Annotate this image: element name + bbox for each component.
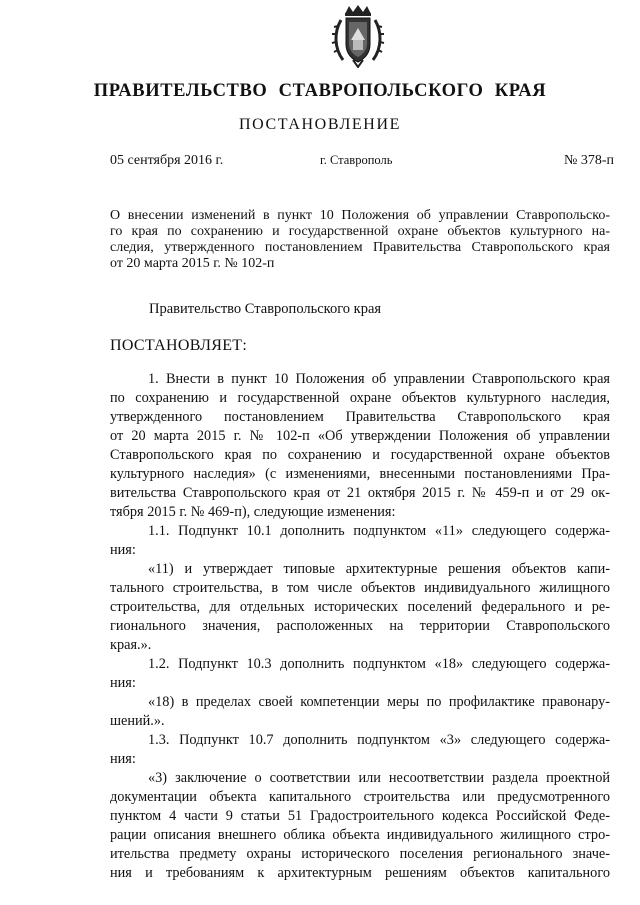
body-line: ния: xyxy=(110,675,136,691)
body-line: гионального значения, расположенных на территории Ставропольского xyxy=(110,618,610,634)
body-line: тября 2015 г. № 469-п), следующие изменения: xyxy=(110,504,396,520)
body-line: ния и требованиям к архитектурным решениям объектов капитального xyxy=(110,865,610,881)
body-line: вительства Ставропольского края от 21 октября 2015 г. № 459-п и от 29 ок- xyxy=(110,485,610,501)
body-line: 1.2. Подпункт 10.3 дополнить подпунктом «18» следующего содержа- xyxy=(148,656,610,672)
body-line: 1.3. Подпункт 10.7 дополнить подпунктом «3» следующего содержа- xyxy=(148,732,610,748)
body-line: строительства, для отдельных исторических поселений федерального и ре- xyxy=(110,599,610,615)
subject-line: следия, утвержденного постановлением Правительства Ставропольского края xyxy=(110,240,610,255)
body-line: «3) заключение о соответствии или несоответствии раздела проектной xyxy=(148,770,610,786)
decree-date: 05 сентября 2016 г. xyxy=(110,153,224,168)
body-line: Ставропольского края по сохранению и государственной охране объектов xyxy=(110,447,610,463)
decree-number: № 378-п xyxy=(563,153,614,168)
decree-city: г. Ставрополь xyxy=(320,153,393,167)
body-line: ния: xyxy=(110,542,136,558)
body-line: тального строительства, в том числе объектов индивидуального жилищного xyxy=(110,580,610,596)
body-line: края.». xyxy=(110,637,152,653)
body-line: шений.». xyxy=(110,713,165,729)
body-line: «11) и утверждает типовые архитектурные решения объектов капи- xyxy=(148,561,610,577)
body-line: пунктом 4 части 9 статьи 51 Градостроительного кодекса Российской Феде- xyxy=(110,808,610,824)
body-line: документации объекта капитального строительства или предусмотренного xyxy=(110,789,610,805)
subject-line: О внесении изменений в пункт 10 Положения об управлении Ставропольско- xyxy=(110,208,610,223)
preamble-resolves: ПОСТАНОВЛЯЕТ: xyxy=(110,337,248,354)
body-line: ительства предмету охраны исторического поселения регионального значе- xyxy=(110,846,610,862)
coat-of-arms-emblem xyxy=(331,4,385,68)
body-line: культурного наследия» (с изменениями, внесенными постановлениями Пра- xyxy=(110,466,610,482)
document-kind: ПОСТАНОВЛЕНИЕ xyxy=(239,116,401,133)
preamble-government: Правительство Ставропольского края xyxy=(149,301,382,317)
subject-line: го края по сохранению и государственной охране объектов культурного на- xyxy=(110,224,610,239)
body-line: рации описания внешнего облика объекта индивидуального жилищного стро- xyxy=(110,827,610,843)
body-line: от 20 марта 2015 г. № 102-п «Об утверждении Положения об управлении xyxy=(110,428,610,444)
subject-line: от 20 марта 2015 г. № 102-п xyxy=(110,256,275,271)
body-line: по сохранению и государственной охране объектов культурного наследия, xyxy=(110,390,610,406)
body-line: 1.1. Подпункт 10.1 дополнить подпунктом «11» следующего содержа- xyxy=(148,523,610,539)
body-line: ния: xyxy=(110,751,136,767)
body-line: «18) в пределах своей компетенции меры по профилактике правонару- xyxy=(148,694,610,710)
decree-subject xyxy=(110,208,610,272)
body-line: утвержденного постановлением Правительства Ставропольского края xyxy=(110,409,610,425)
body-line: 1. Внести в пункт 10 Положения об управлении Ставропольского края xyxy=(148,371,610,387)
government-title: ПРАВИТЕЛЬСТВО СТАВРОПОЛЬСКОГО КРАЯ xyxy=(93,81,547,101)
decree-body xyxy=(110,370,610,883)
